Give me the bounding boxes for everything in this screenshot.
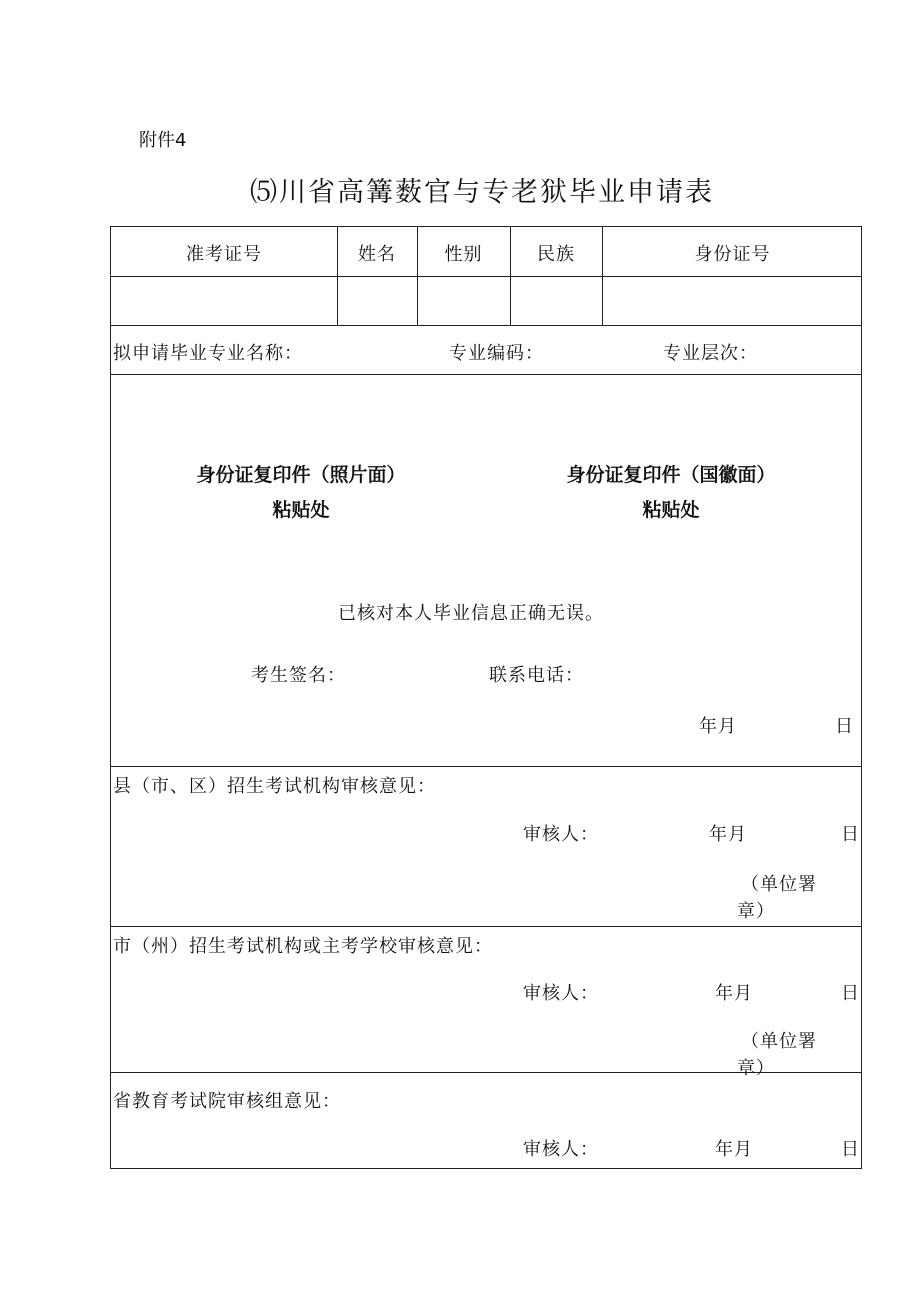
city-stamp-note: （单位署 [741, 1031, 817, 1052]
province-day: 日 [841, 1139, 860, 1160]
phone-label: 联系电话： [489, 665, 584, 686]
county-reviewer-label: 审核人： [523, 824, 599, 845]
col-header-ethnicity: 民族 [537, 244, 575, 265]
id-back-paste-label: 粘贴处 [642, 499, 700, 521]
attachment-label: 附件4 [139, 130, 187, 151]
confirm-year-month: 年月 [699, 716, 737, 737]
major-code-label: 专业编码： [449, 343, 544, 364]
id-number-field[interactable] [602, 276, 863, 325]
row-divider [111, 766, 861, 767]
id-back-copy-title: 身份证复印件（国徽面） [566, 464, 776, 486]
row-divider [111, 926, 861, 927]
application-form-table [110, 226, 862, 1169]
col-header-id-number: 身份证号 [694, 244, 771, 265]
province-year-month: 年月 [715, 1139, 753, 1160]
col-header-name: 姓名 [358, 244, 396, 265]
confirm-day: 日 [835, 716, 854, 737]
page-title: ⑸川省高篝薮官与专老狱毕业申请表 [250, 177, 714, 208]
col-header-gender: 性别 [444, 244, 483, 265]
major-name-label: 拟申请毕业专业名称： [113, 343, 303, 364]
county-review-heading: 县（市、区）招生考试机构审核意见： [113, 776, 436, 797]
major-level-label: 专业层次： [663, 343, 758, 364]
city-day: 日 [841, 983, 860, 1004]
county-year-month: 年月 [709, 824, 747, 845]
name-field[interactable] [337, 276, 417, 325]
id-front-copy-title: 身份证复印件（照片面） [196, 464, 406, 486]
row-divider [111, 325, 861, 326]
signature-label: 考生签名： [251, 665, 346, 686]
city-review-heading: 市（州）招生考试机构或主考学校审核意见： [113, 936, 493, 957]
county-day: 日 [841, 824, 860, 845]
province-review-heading: 省教育考试院审核组意见： [113, 1091, 341, 1112]
county-stamp-note-cont: 章） [737, 901, 775, 922]
confirmation-statement: 已核对本人毕业信息正确无误。 [338, 603, 604, 624]
province-reviewer-label: 审核人： [523, 1139, 599, 1160]
gender-field[interactable] [417, 276, 510, 325]
city-stamp-note-cont: 章） [737, 1058, 775, 1079]
city-year-month: 年月 [715, 983, 753, 1004]
ethnicity-field[interactable] [510, 276, 602, 325]
city-reviewer-label: 审核人： [523, 983, 599, 1004]
exam-number-field[interactable] [111, 276, 337, 325]
id-front-paste-label: 粘贴处 [272, 499, 330, 521]
county-stamp-note: （单位署 [741, 874, 817, 895]
row-divider [111, 374, 861, 375]
col-header-exam-number: 准考证号 [186, 244, 262, 265]
